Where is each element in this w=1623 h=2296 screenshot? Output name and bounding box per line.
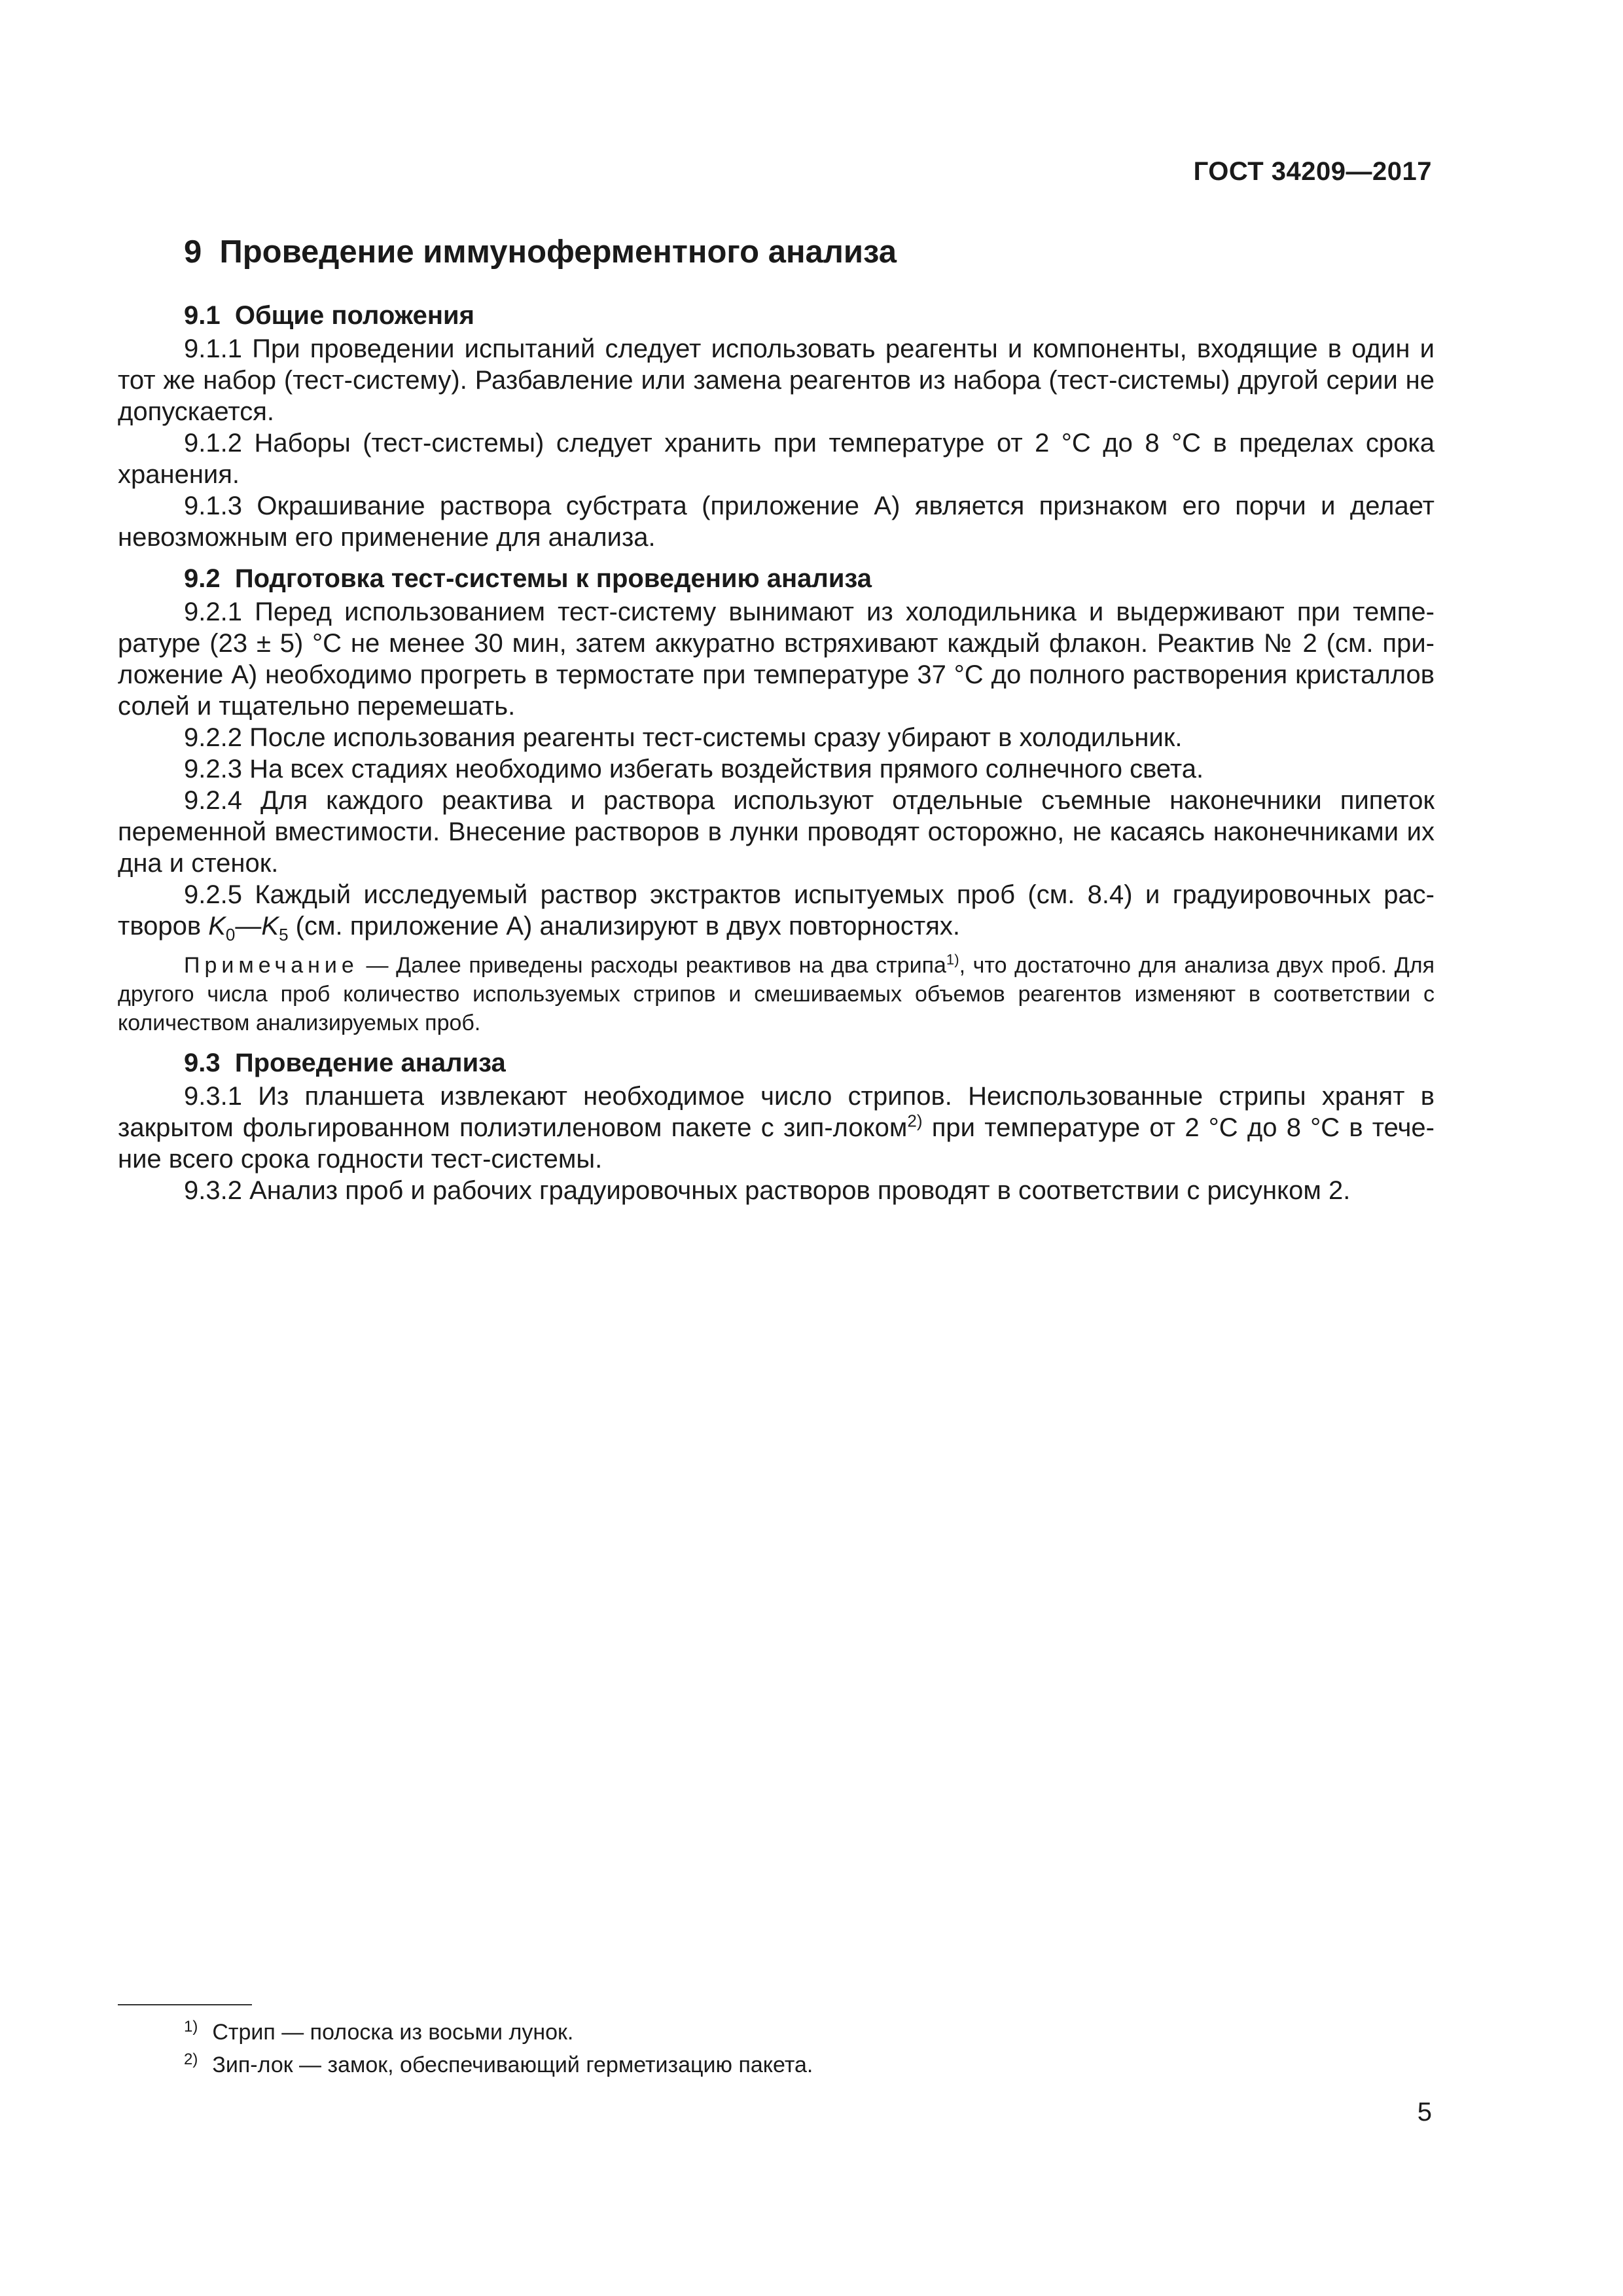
symbol-k: K <box>208 912 226 941</box>
clause-text: Наборы (тест-системы) следует хранить при температуре от 2 °С до 8 °С в пределах срока хранения. <box>118 429 1435 489</box>
footnote-2 <box>118 2049 1361 2081</box>
footnote-text: Зип-лок — замок, обеспечивающий герметизацию пакета. <box>212 2053 813 2077</box>
note-label: Примечание <box>184 953 359 978</box>
clause-text: при температуре от 2 °С до 8 °С в тече- ние всего срока годности тест-системы. <box>118 1113 1435 1174</box>
paragraph-9-2-3 <box>118 753 1435 785</box>
note-text: , что достаточно для анализа двух проб. Для другого числа проб количество используемых стрипов и смешиваемых объемов реагентов изменяют в соответствии с количеством анализируемых проб. <box>118 953 1435 1035</box>
footnote-mark: 1) <box>184 2017 198 2036</box>
footnotes <box>118 2016 1361 2081</box>
paragraph-9-3-1 <box>118 1081 1435 1175</box>
section-heading <box>184 232 1435 272</box>
dash: — <box>235 912 262 941</box>
clause-number: 9.2.5 <box>184 880 242 909</box>
clause-number: 9.2.2 <box>184 723 242 752</box>
paragraph-9-1-3 <box>118 490 1435 553</box>
subscript: 0 <box>225 925 236 944</box>
clause-text: Из планшета извлекают необходимое число стрипов. Неиспользованные стрипы хранят в закрытом фольгированном полиэтиленовом пакете с зип-локом <box>118 1082 1435 1142</box>
section-number: 9 <box>184 234 202 270</box>
subsection-heading-9-1 <box>184 299 1435 332</box>
clause-number: 9.2.1 <box>184 598 242 626</box>
paragraph-9-1-1 <box>118 333 1435 427</box>
footnote-mark: 2) <box>184 2050 198 2068</box>
clause-text: После использования реагенты тест-системы сразу убирают в холодильник. <box>249 723 1183 752</box>
clause-number: 9.1.1 <box>184 334 242 363</box>
footnote-ref: 1) <box>946 951 959 968</box>
clause-text: Окрашивание раствора субстрата (приложение А) является признаком его порчи и делает невозможным его применение для анализа. <box>118 492 1435 552</box>
clause-number: 9.1.2 <box>184 429 242 457</box>
paragraph-9-2-4 <box>118 785 1435 879</box>
subsection-title: Проведение анализа <box>234 1049 506 1077</box>
clause-text: На всех стадиях необходимо избегать воздействия прямого солнечного света. <box>249 755 1204 783</box>
clause-number: 9.3.2 <box>184 1176 242 1205</box>
paragraph-9-3-2 <box>118 1175 1435 1206</box>
clause-text: Анализ проб и рабочих градуировочных растворов проводят в соответствии с рисунком 2. <box>249 1176 1351 1205</box>
clause-text: (см. приложение А) анализируют в двух повторностях. <box>295 912 961 941</box>
subsection-heading-9-2 <box>184 562 1435 595</box>
footnote-ref: 2) <box>907 1111 923 1131</box>
clause-text: Для каждого реактива и раствора используют отдельные съемные наконечники пипеток переменной вместимости. Внесение растворов в лунки проводят осторожно, не касаясь наконечниками их дна и стенок. <box>118 786 1435 878</box>
page-number: 5 <box>1417 2098 1432 2126</box>
subsection-number: 9.1 <box>184 301 221 330</box>
symbol-k: K <box>261 912 279 941</box>
clause-text: Перед использованием тест-систему вынимают из холодильника и выдерживают при темпе- ратуре (23 ± 5) °С не менее 30 мин, затем аккуратно встряхивают каждый флакон. Реактив № 2 (см. при- ложение А) необходимо прогреть в термостате при температуре 37 °С до полного растворения кристаллов солей и тщательно перемешать. <box>118 598 1435 721</box>
section-title: Проведение иммуноферментного анализа <box>219 234 897 270</box>
clause-number: 9.2.4 <box>184 786 242 815</box>
paragraph-9-2-2 <box>118 722 1435 753</box>
subscript: 5 <box>279 925 289 944</box>
clause-number: 9.3.1 <box>184 1082 242 1111</box>
clause-number: 9.1.3 <box>184 492 242 520</box>
clause-text: Каждый исследуемый раствор экстрактов испытуемых проб (см. 8.4) и градуировочных рас- творов <box>118 880 1435 941</box>
subsection-title: Подготовка тест-системы к проведению анализа <box>234 564 872 593</box>
document-code: ГОСТ 34209—2017 <box>1193 157 1432 186</box>
note-text: — Далее приведены расходы реактивов на два стрипа <box>366 953 946 978</box>
subsection-title: Общие положения <box>234 301 474 330</box>
subsection-number: 9.3 <box>184 1049 221 1077</box>
paragraph-9-2-1 <box>118 596 1435 722</box>
document-body <box>118 232 1435 1206</box>
footnote-divider <box>118 2004 252 2005</box>
clause-number: 9.2.3 <box>184 755 242 783</box>
paragraph-9-2-5 <box>118 879 1435 942</box>
clause-text: При проведении испытаний следует использовать реагенты и компоненты, входящие в один и тот же набор (тест-систему). Разбавление или замена реагентов из набора (тест-системы) другой серии не допускается. <box>118 334 1435 426</box>
footnote-text: Стрип — полоска из восьми лунок. <box>212 2020 574 2045</box>
paragraph-9-1-2 <box>118 427 1435 490</box>
footnote-1 <box>118 2016 1361 2049</box>
subsection-heading-9-3 <box>184 1047 1435 1079</box>
subsection-number: 9.2 <box>184 564 221 593</box>
note-paragraph <box>118 951 1435 1037</box>
